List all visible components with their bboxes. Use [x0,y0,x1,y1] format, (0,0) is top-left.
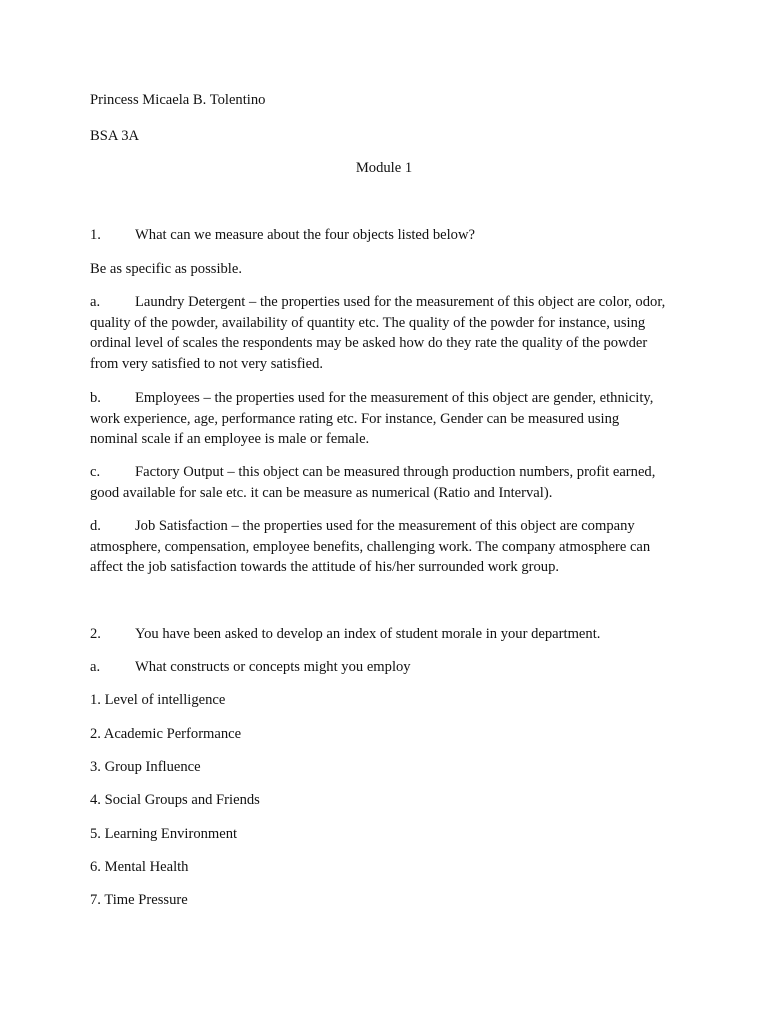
question-2-number: 2. [90,626,101,642]
answer-b [90,388,670,450]
answer-a [90,292,670,374]
list-item: 3. Group Influence [90,759,201,775]
author-name: Princess Micaela B. Tolentino [90,92,266,108]
list-item: 2. Academic Performance [90,726,242,742]
answer-d-text: Job Satisfaction – the properties used for the measurement of this object are company atmosphere, compensation, employee benefits, challenging work. The company atmosphere can affect the job satisfaction towards the attitude of his/her surrounded work group. [90,518,651,575]
list-item: 5. Learning Environment [90,826,238,842]
question-2-prompt: You have been asked to develop an index of student morale in your department. [135,626,601,642]
list-item: 6. Mental Health [90,859,189,875]
answer-c [90,462,670,503]
answer-a-text: Laundry Detergent – the properties used for the measurement of this object are color, odor, quality of the powder, availability of quantity etc. The quality of the powder for instance, using ordinal level of scales the respondents may be asked how do they rate the quality of the powder from very satisfied to not very satisfied. [90,294,666,372]
answer-b-label: b. [90,390,101,406]
list-item: 4. Social Groups and Friends [90,792,260,808]
question-1-prompt: What can we measure about the four objects listed below? [135,227,475,243]
question-1-number: 1. [90,227,101,243]
answer-c-label: c. [90,464,101,480]
answer-c-text: Factory Output – this object can be measured through production numbers, profit earned, good available for sale etc. it can be measure as numerical (Ratio and Interval). [90,464,656,501]
answer-b-text: Employees – the properties used for the measurement of this object are gender, ethnicity, work experience, age, performance rating etc. For instance, Gender can be measured using nominal scale if an employee is male or female. [90,390,654,447]
question-1 [90,227,475,244]
answer-a-label: a. [90,294,101,310]
section-label: BSA 3A [90,128,140,144]
answer-d-label: d. [90,518,101,534]
question-2-sub-prompt: What constructs or concepts might you employ [135,659,411,675]
question-2-sub-label: a. [90,659,101,675]
list-item: 7. Time Pressure [90,892,188,908]
answer-d [90,516,670,578]
question-2 [90,626,600,643]
question-1-instruction: Be as specific as possible. [90,261,242,277]
module-title: Module 1 [355,160,413,176]
question-2-sub [90,659,411,676]
list-item: 1. Level of intelligence [90,692,226,708]
